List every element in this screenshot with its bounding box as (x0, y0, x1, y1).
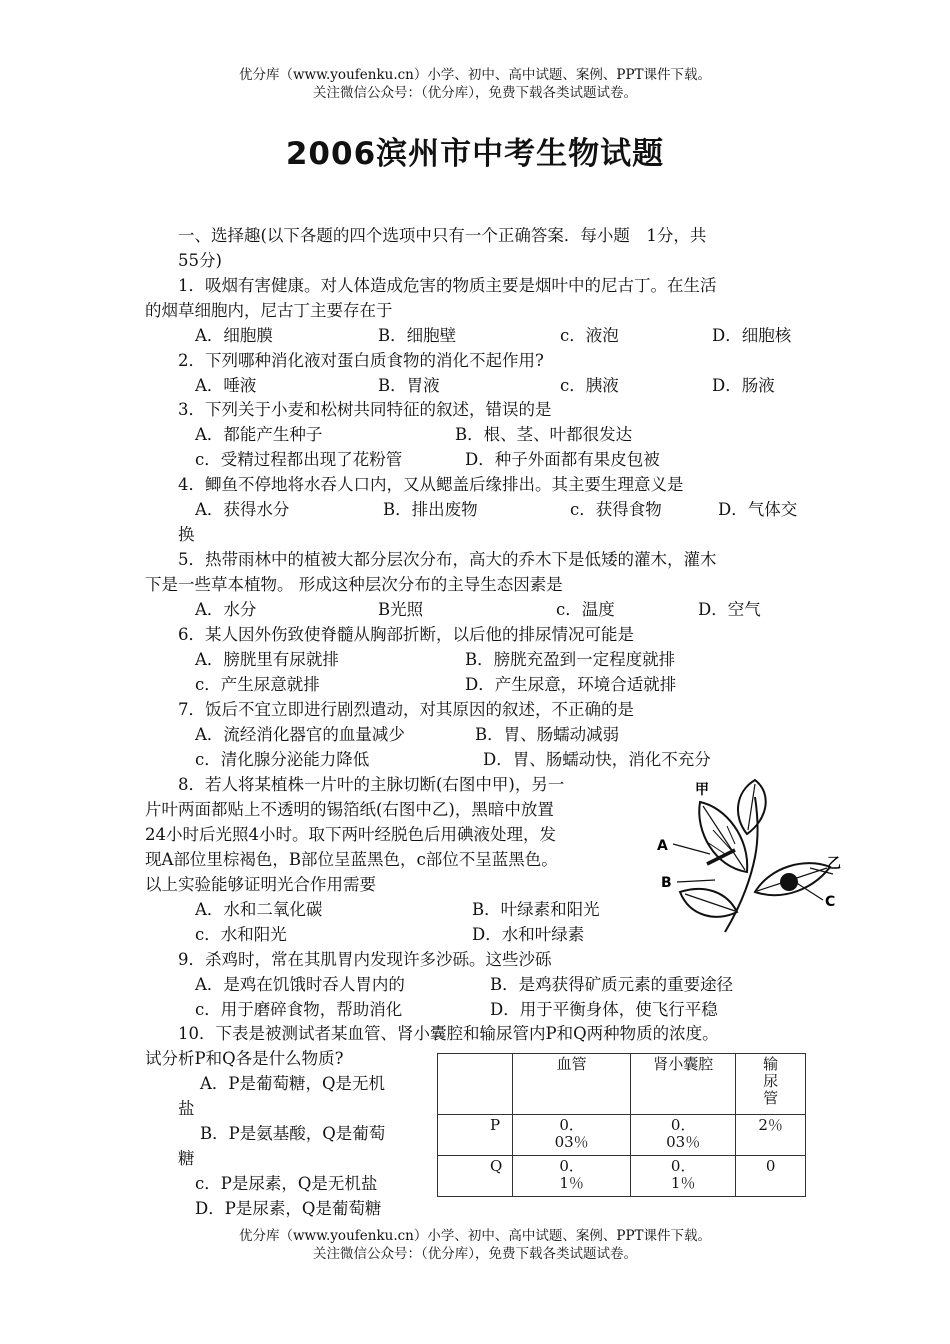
header-line-2: 关注微信公众号：（优分库），免费下载各类试题试卷。 (313, 85, 637, 101)
q1-option-a: A．细胞膜 (195, 326, 273, 345)
q5-stem-cont: 下是一些草本植物。 形成这种层次分布的主导生态因素是 (145, 575, 563, 594)
q10-option-d: D．P是尿素，Q是葡萄糖 (195, 1199, 382, 1218)
footer-line-2: 关注微信公众号：（优分库），免费下载各类试题试卷。 (313, 1246, 637, 1262)
q9-option-b: B．是鸡获得矿质元素的重要途径 (490, 975, 734, 994)
q2-option-a: A．唾液 (195, 376, 257, 395)
q4-option-c: c．获得食物 (570, 500, 662, 519)
table-header-empty (438, 1054, 513, 1115)
table-row-label: Q (438, 1156, 513, 1197)
q3-option-d: D．种子外面都有果皮包被 (465, 450, 660, 469)
q7-option-d: D．胃、肠蠕动快，消化不充分 (483, 750, 711, 769)
q4-option-a: A．获得水分 (195, 500, 290, 519)
q3-option-c: c．受精过程都出现了花粉管 (195, 450, 403, 469)
q1-stem: 1．吸烟有害健康。对人体造成危害的物质主要是烟叶中的尼古丁。在生活 (178, 276, 717, 295)
label-a: A (657, 838, 668, 854)
q6-option-b: B．膀胱充盈到一定程度就排 (465, 650, 676, 669)
footer-line-1: 优分库（www.youfenku.cn）小学、初中、高中试题、案例、PPT课件下载。 (238, 1228, 712, 1244)
header-line-1: 优分库（www.youfenku.cn）小学、初中、高中试题、案例、PPT课件下载。 (238, 67, 712, 83)
q7-option-a: A．流经消化器官的血量减少 (195, 725, 405, 744)
q2-option-b: B．胃液 (378, 376, 440, 395)
q1-stem-cont: 的烟草细胞内，尼古丁主要存在于 (145, 301, 393, 320)
table-cell: 0．03％ (513, 1115, 631, 1156)
q5-option-c: c．温度 (556, 600, 615, 619)
q2-stem: 2．下列哪种消化液对蛋白质食物的消化不起作用? (178, 351, 544, 370)
q8-stem: 8．若人将某植株一片叶的主脉切断(右图中甲)，另一 (178, 775, 565, 794)
q10-option-a-cont: 盐 (178, 1099, 195, 1118)
q9-stem: 9．杀鸡时，常在其肌胃内发现许多沙砾。这些沙砾 (178, 950, 552, 969)
q8-stem-cont-4: 以上实验能够证明光合作用需要 (145, 875, 376, 894)
q8-stem-cont-3: 现A部位里棕褐色，B部位呈蓝黑色，c部位不呈蓝黑色。 (145, 850, 558, 869)
q9-option-a: A．是鸡在饥饿时吞人胃内的 (195, 975, 405, 994)
table-row (438, 1156, 806, 1197)
q8-stem-cont-2: 24小时后光照4小时。取下两叶经脱色后用碘液处理，发 (145, 825, 556, 844)
table-cell: 0．1％ (513, 1156, 631, 1197)
lower-left-leaf (680, 889, 737, 917)
table-header-row (438, 1054, 806, 1115)
table-cell: 0．03％ (631, 1115, 736, 1156)
page-title: 2006滨州市中考生物试题 (285, 136, 665, 172)
q10-option-c: c．P是尿素，Q是无机盐 (195, 1174, 378, 1193)
q10-option-b: B．P是氨基酸，Q是葡萄 (200, 1124, 386, 1143)
q10-stem-cont: 试分析P和Q各是什么物质? (145, 1049, 344, 1068)
q10-option-b-cont: 糖 (178, 1149, 195, 1168)
leaf-experiment-figure (655, 772, 845, 942)
q5-stem: 5．热带雨林中的植被大都分层次分布，高大的乔木下是低矮的灌木，灌木 (178, 550, 717, 569)
q8-option-c: c．水和阳光 (195, 925, 287, 944)
table-cell: 2％ (736, 1115, 806, 1156)
q8-option-b: B．叶绿素和阳光 (472, 900, 600, 919)
q7-stem: 7．饭后不宜立即进行剧烈遣动，对其原因的叙述，不正确的是 (178, 700, 634, 719)
q2-option-d: D．肠液 (712, 376, 775, 395)
q8-option-a: A．水和二氧化碳 (195, 900, 323, 919)
q8-stem-cont-1: 片叶两面都贴上不透明的锡箔纸(右图中乙)，黑暗中放置 (145, 800, 554, 819)
q3-option-a: A．都能产生种子 (195, 425, 323, 444)
q4-option-b: B．排出废物 (383, 500, 478, 519)
q1-option-d: D．细胞核 (712, 326, 792, 345)
q4-option-d: D．气体交 (718, 500, 798, 519)
table-cell: 0 (736, 1156, 806, 1197)
q6-option-c: c．产生尿意就排 (195, 675, 320, 694)
q4-stem: 4．鲫鱼不停地将水吞人口内，又从鳃盖后缘排出。其主要生理意义是 (178, 475, 684, 494)
q3-stem: 3．下列关于小麦和松树共同特征的叙述，错误的是 (178, 400, 552, 419)
q4-option-d-cont: 换 (178, 525, 195, 544)
cut-mark (707, 850, 735, 864)
table-header-ureter: 输尿管 (736, 1054, 806, 1115)
q10-stem: 10．下表是被测试者某血管、肾小囊腔和输尿管内P和Q两种物质的浓度。 (178, 1024, 719, 1043)
table-row-label: P (438, 1115, 513, 1156)
tin-foil-spot (780, 873, 798, 891)
q3-option-b: B．根、茎、叶都很发达 (455, 425, 633, 444)
q6-option-a: A．膀胱里有尿就排 (195, 650, 339, 669)
q7-option-c: c．清化腺分泌能力降低 (195, 750, 370, 769)
table-header-renal-capsule: 肾小囊腔 (631, 1054, 736, 1115)
label-yi: 乙 (827, 856, 841, 872)
section-heading: 一、选择趣(以下各题的四个选项中只有一个正确答案．每小题 1分，共 (178, 226, 707, 245)
table-header-blood-vessel: 血管 (513, 1054, 631, 1115)
q10-option-a: A．P是葡萄糖，Q是无机 (200, 1074, 386, 1093)
table-row (438, 1115, 806, 1156)
q1-option-b: B．细胞壁 (378, 326, 457, 345)
section-heading-cont: 55分) (178, 251, 222, 270)
q6-stem: 6．某人因外伤致使脊髓从胸部折断，以后他的排尿情况可能是 (178, 625, 634, 644)
label-b: B (661, 875, 672, 891)
concentration-table (437, 1053, 806, 1197)
q9-option-d: D．用于平衡身体，使飞行平稳 (490, 1000, 718, 1019)
q1-option-c: c．液泡 (560, 326, 619, 345)
label-jia: 甲 (695, 782, 709, 798)
q5-option-d: D．空气 (698, 600, 761, 619)
label-c: C (825, 894, 836, 910)
q9-option-c: c．用于磨碎食物，帮助消化 (195, 1000, 403, 1019)
q6-option-d: D．产生尿意，环境合适就排 (465, 675, 677, 694)
q8-option-d: D．水和叶绿素 (472, 925, 585, 944)
q5-option-b: B光照 (378, 600, 424, 619)
q7-option-b: B．胃、肠蠕动减弱 (475, 725, 620, 744)
q5-option-a: A．水分 (195, 600, 257, 619)
table-cell: 0．1％ (631, 1156, 736, 1197)
q2-option-c: c．胰液 (560, 376, 619, 395)
